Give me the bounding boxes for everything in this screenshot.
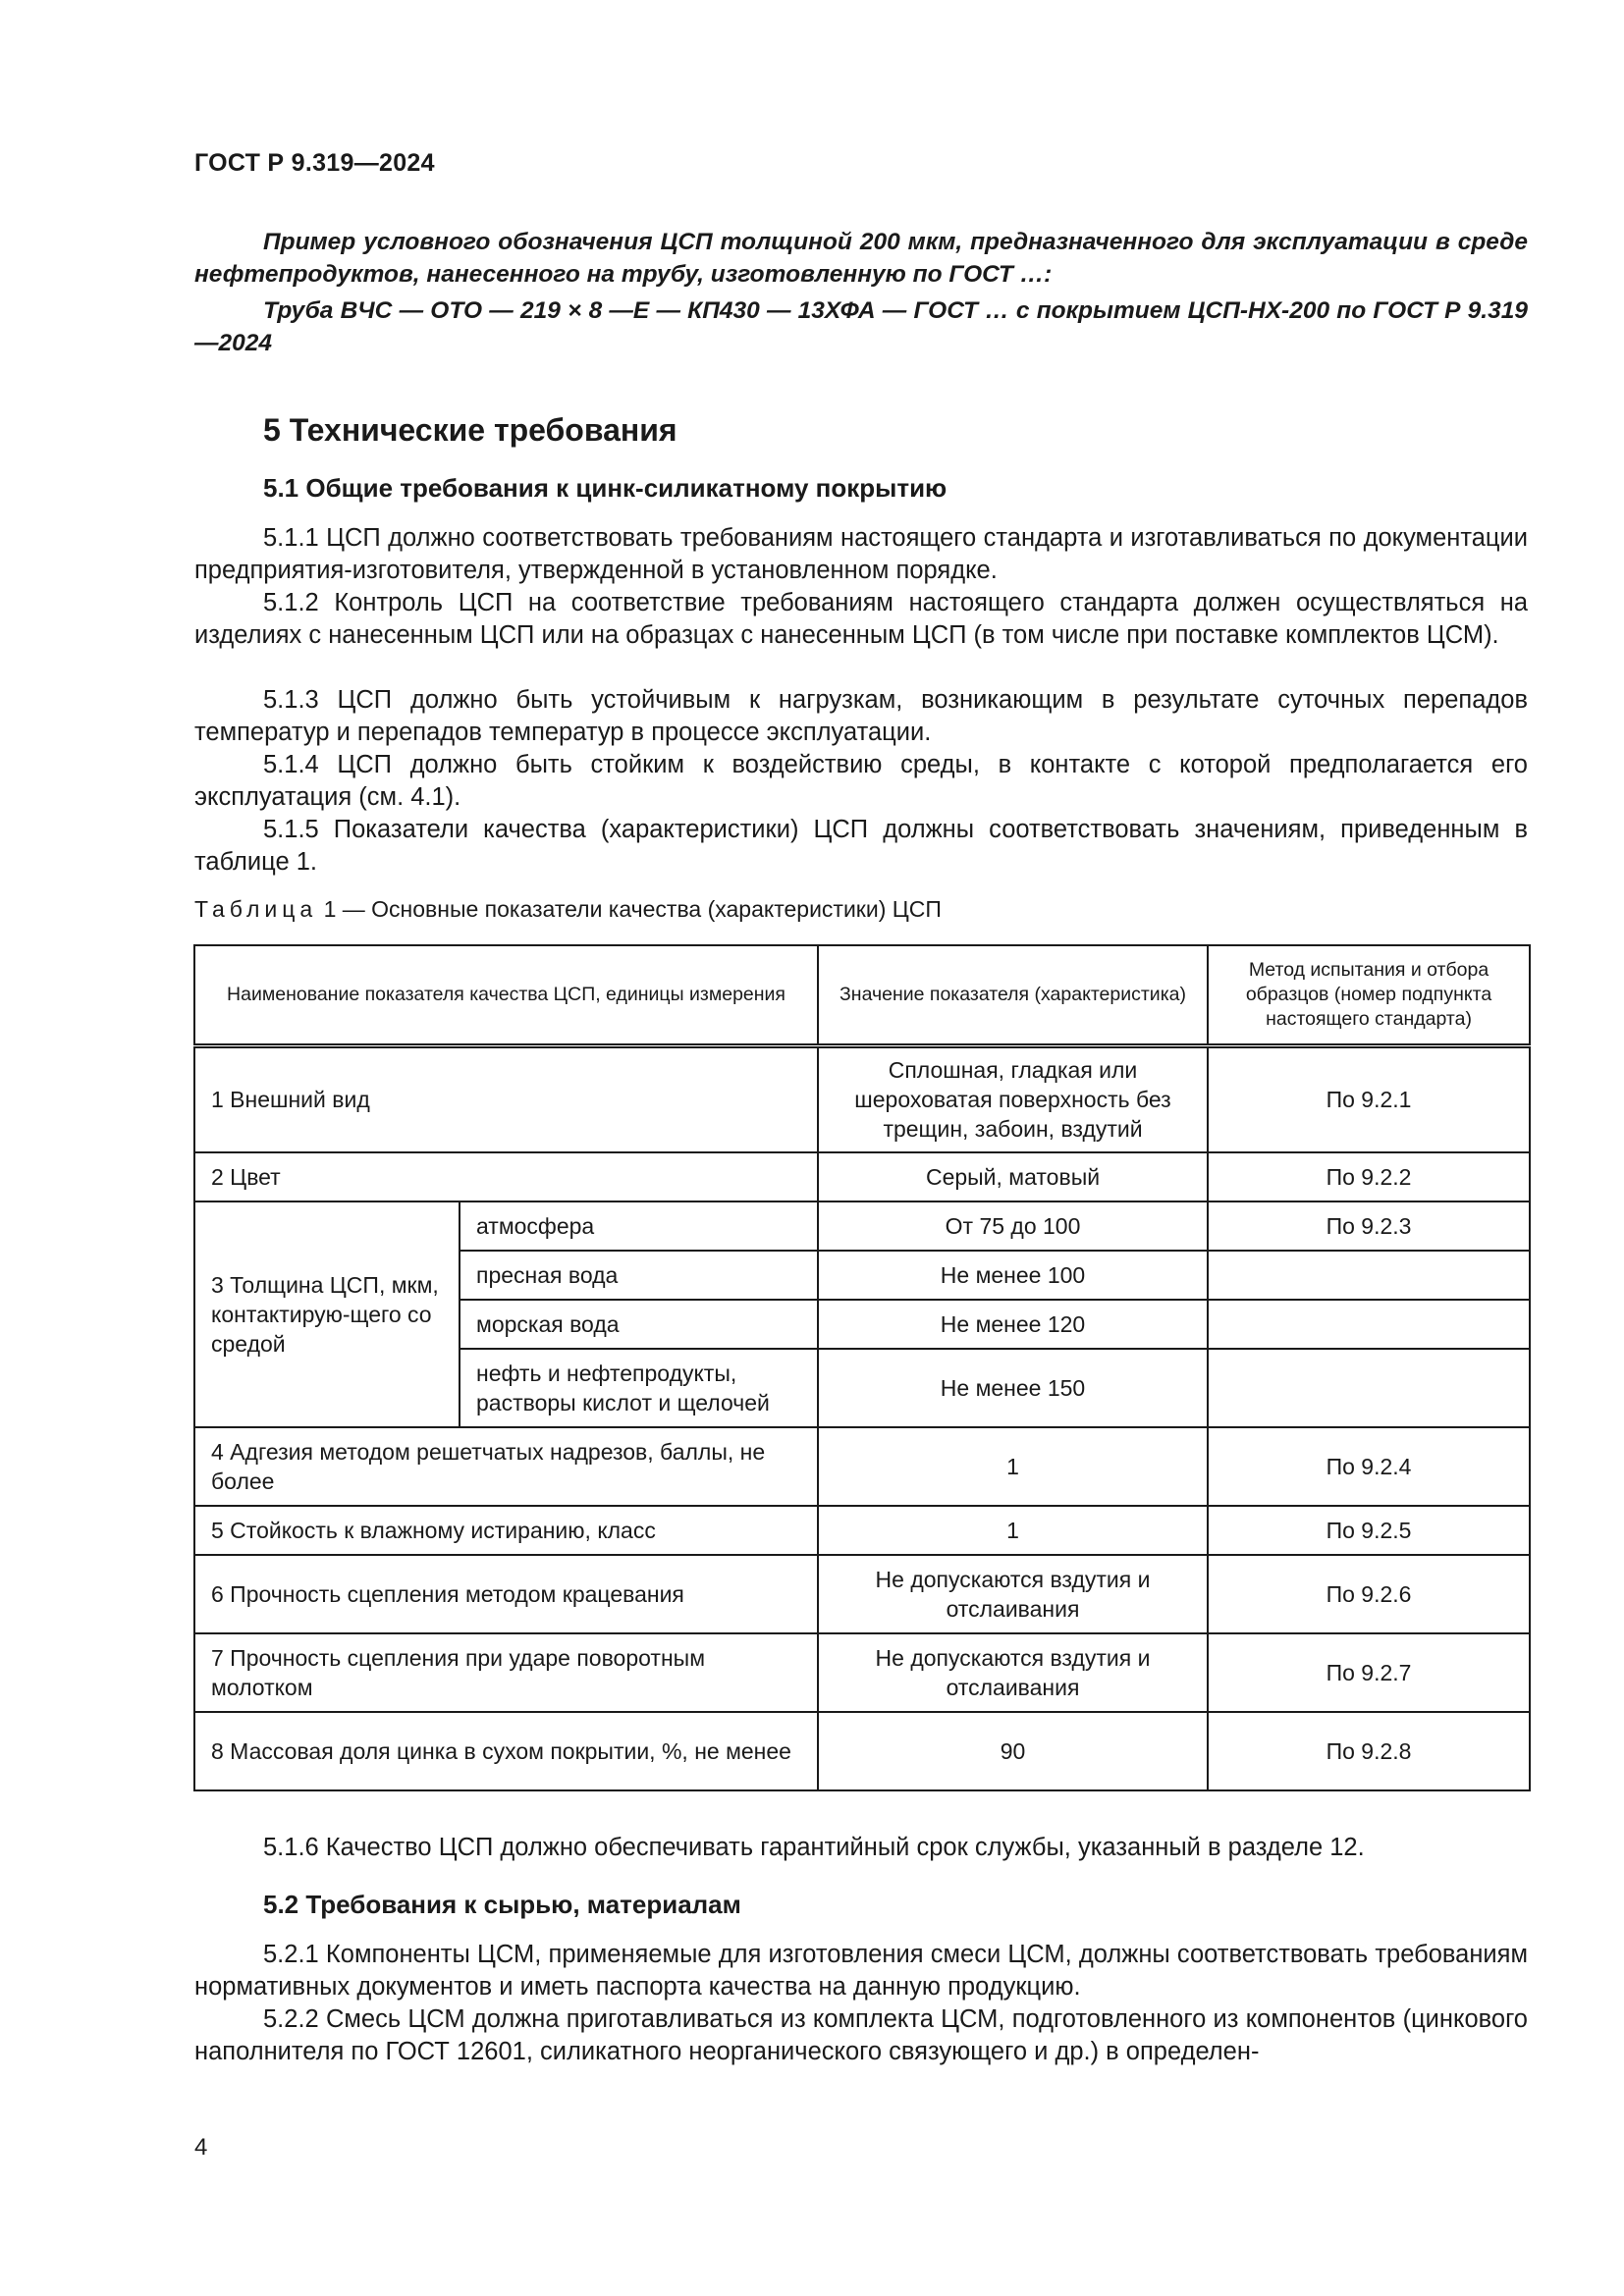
row-8-method: По 9.2.8 xyxy=(1208,1712,1530,1790)
row-3-1-medium: атмосфера xyxy=(460,1201,818,1251)
paragraph-5-1-5: 5.1.5 Показатели качества (характеристики) ЦСП должны соответствовать значениям, приведенным в таблице 1. xyxy=(194,816,1528,876)
row-3-4-method xyxy=(1208,1349,1530,1427)
row-6-method: По 9.2.6 xyxy=(1208,1555,1530,1633)
row-3-1-method: По 9.2.3 xyxy=(1208,1201,1530,1251)
table-row xyxy=(194,1201,1530,1251)
table-header-row xyxy=(194,945,1530,1046)
row-3-3-method xyxy=(1208,1300,1530,1349)
row-4-name: 4 Адгезия методом решетчатых надрезов, баллы, не более xyxy=(194,1427,818,1506)
table-row xyxy=(194,1046,1530,1152)
header-method: Метод испытания и отбора образцов (номер подпункта настоящего стандарта) xyxy=(1208,945,1530,1046)
table-row xyxy=(194,1633,1530,1712)
row-7-value: Не допускаются вздутия и отслаивания xyxy=(818,1633,1208,1712)
row-3-3-medium: морская вода xyxy=(460,1300,818,1349)
row-1-value: Сплошная, гладкая или шероховатая поверхность без трещин, забоин, вздутий xyxy=(818,1046,1208,1152)
row-2-name: 2 Цвет xyxy=(194,1152,818,1201)
row-3-4-value: Не менее 150 xyxy=(818,1349,1208,1427)
section-5-title: 5 Технические требования xyxy=(263,412,677,448)
row-1-name: 1 Внешний вид xyxy=(194,1046,818,1152)
designation-example-text: Труба ВЧС — ОТО — 219 × 8 —Е — КП430 — 13ХФА — ГОСТ … с покрытием ЦСП-НХ-200 по ГОСТ Р 9.319—2024 xyxy=(194,297,1528,356)
row-4-value: 1 xyxy=(818,1427,1208,1506)
row-3-1-value: От 75 до 100 xyxy=(818,1201,1208,1251)
row-5-method: По 9.2.5 xyxy=(1208,1506,1530,1555)
table-row xyxy=(194,1427,1530,1506)
row-3-3-value: Не менее 120 xyxy=(818,1300,1208,1349)
row-7-method: По 9.2.7 xyxy=(1208,1633,1530,1712)
table-1 xyxy=(193,944,1531,1791)
row-3-name: 3 Толщина ЦСП, мкм, контактирую-щего со средой xyxy=(194,1201,460,1427)
paragraph-5-2-2: 5.2.2 Смесь ЦСМ должна приготавливаться из комплекта ЦСМ, подготовленного из компонентов (цинкового наполнителя по ГОСТ 12601, силикатного неорганического связующего и др.) в определен- xyxy=(194,2005,1528,2065)
table-caption-text: 1 — Основные показатели качества (характеристики) ЦСП xyxy=(323,896,942,922)
row-2-value: Серый, матовый xyxy=(818,1152,1208,1201)
row-8-value: 90 xyxy=(818,1712,1208,1790)
table-row xyxy=(194,1712,1530,1790)
table-1-caption xyxy=(194,896,942,923)
row-3-2-medium: пресная вода xyxy=(460,1251,818,1300)
row-1-method: По 9.2.1 xyxy=(1208,1046,1530,1152)
row-2-method: По 9.2.2 xyxy=(1208,1152,1530,1201)
table-row xyxy=(194,1555,1530,1633)
table-row xyxy=(194,1152,1530,1201)
paragraph-5-1-3: 5.1.3 ЦСП должно быть устойчивым к нагрузкам, возникающим в результате суточных перепадов температур и перепадов температур в процессе эксплуатации. xyxy=(194,686,1528,746)
header-name: Наименование показателя качества ЦСП, единицы измерения xyxy=(194,945,818,1046)
subsection-5-2-title: 5.2 Требования к сырью, материалам xyxy=(263,1890,741,1919)
row-5-value: 1 xyxy=(818,1506,1208,1555)
row-3-2-value: Не менее 100 xyxy=(818,1251,1208,1300)
paragraph-5-2-1: 5.2.1 Компоненты ЦСМ, применяемые для изготовления смеси ЦСМ, должны соответствовать требованиям нормативных документов и иметь паспорта качества на данную продукцию. xyxy=(194,1941,1528,2001)
row-3-4-medium: нефть и нефтепродукты, растворы кислот и щелочей xyxy=(460,1349,818,1427)
row-8-name: 8 Массовая доля цинка в сухом покрытии, %, не менее xyxy=(194,1712,818,1790)
paragraph-5-1-4: 5.1.4 ЦСП должно быть стойким к воздействию среды, в контакте с которой предполагается его эксплуатация (см. 4.1). xyxy=(194,751,1528,811)
paragraph-5-1-6: 5.1.6 Качество ЦСП должно обеспечивать гарантийный срок службы, указанный в разделе 12. xyxy=(263,1834,1365,1861)
table-caption-word: Таблица xyxy=(194,896,318,922)
row-5-name: 5 Стойкость к влажному истиранию, класс xyxy=(194,1506,818,1555)
row-6-name: 6 Прочность сцепления методом крацевания xyxy=(194,1555,818,1633)
row-6-value: Не допускаются вздутия и отслаивания xyxy=(818,1555,1208,1633)
row-7-name: 7 Прочность сцепления при ударе поворотным молотком xyxy=(194,1633,818,1712)
row-4-method: По 9.2.4 xyxy=(1208,1427,1530,1506)
designation-example-intro: Пример условного обозначения ЦСП толщиной 200 мкм, предназначенного для эксплуатации в среде нефтепродуктов, нанесенного на трубу, изготовленную по ГОСТ …: xyxy=(194,229,1528,288)
header-value: Значение показателя (характеристика) xyxy=(818,945,1208,1046)
paragraph-5-1-1: 5.1.1 ЦСП должно соответствовать требованиям настоящего стандарта и изготавливаться по документации предприятия-изготовителя, утвержденной в установленном порядке. xyxy=(194,524,1528,584)
paragraph-5-1-2: 5.1.2 Контроль ЦСП на соответствие требованиям настоящего стандарта должен осуществляться на изделиях с нанесенным ЦСП или на образцах с нанесенным ЦСП (в том числе при поставке комплектов ЦСМ). xyxy=(194,589,1528,649)
document-id-header: ГОСТ Р 9.319—2024 xyxy=(194,149,435,177)
table-row xyxy=(194,1506,1530,1555)
row-3-2-method xyxy=(1208,1251,1530,1300)
page-number: 4 xyxy=(194,2134,208,2161)
subsection-5-1-title: 5.1 Общие требования к цинк-силикатному покрытию xyxy=(263,473,947,503)
